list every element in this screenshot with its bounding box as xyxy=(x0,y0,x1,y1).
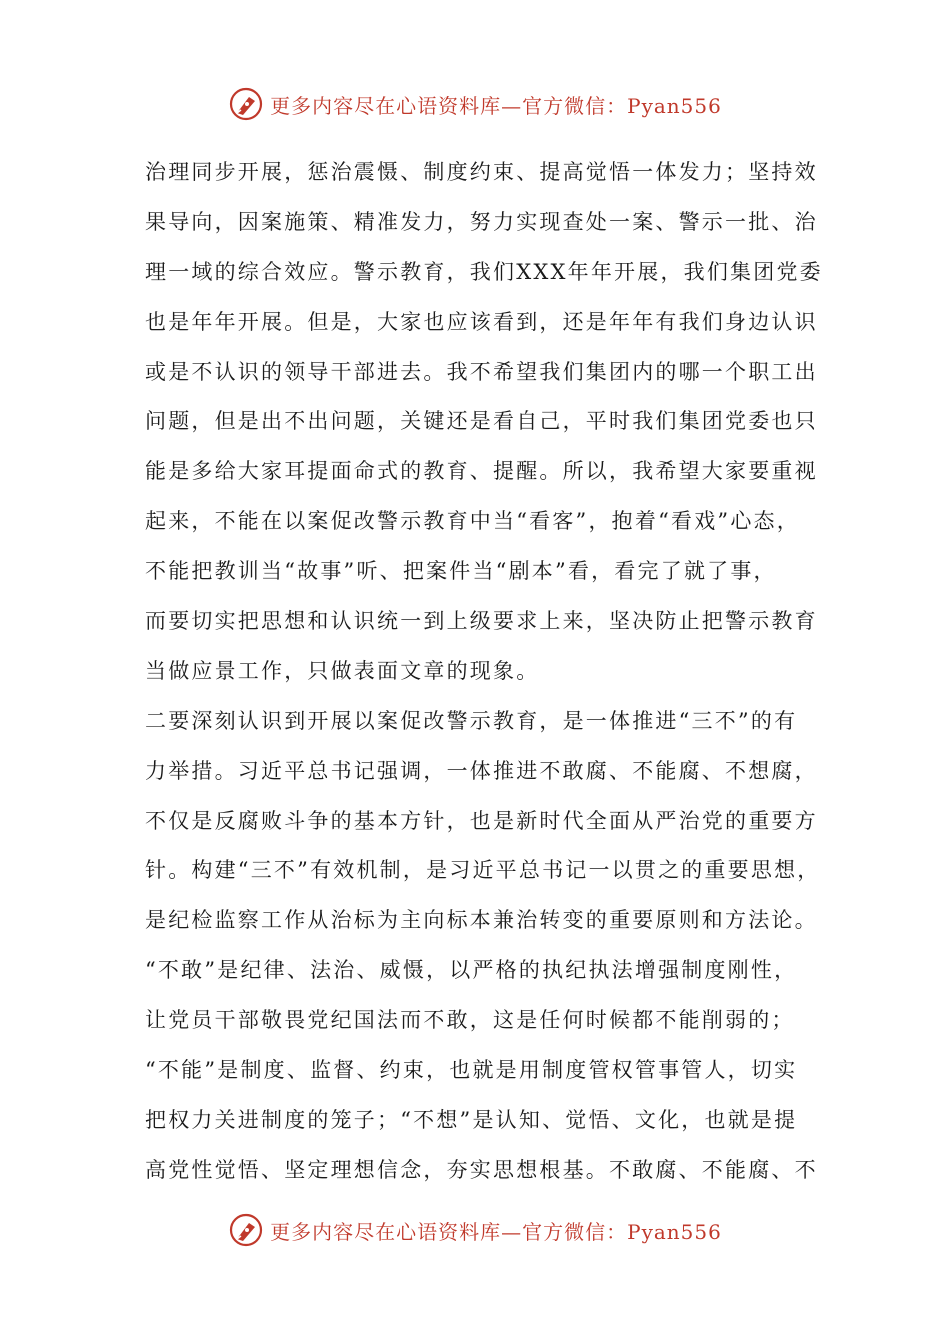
body-line: 问题，但是出不出问题，关键还是看自己，平时我们集团党委也只 xyxy=(145,409,818,434)
body-line: 让党员干部敬畏党纪国法而不敢，这是任何时候都不能削弱的； xyxy=(145,1008,795,1033)
body-line: 当做应景工作，只做表面文章的现象。 xyxy=(145,658,540,683)
body-line: 把权力关进制度的笼子；“不想”是认知、觉悟、文化，也就是提 xyxy=(145,1107,798,1132)
body-line: 治理同步开展，惩治震慑、制度约束、提高觉悟一体发力；坚持效 xyxy=(145,160,818,184)
body-line: 不能把教训当“故事”听、把案件当“剧本”看，看完了就了事， xyxy=(145,559,777,584)
footer-banner-text: 更多内容尽在心语资料库—官方微信：Pyan556 xyxy=(270,1219,722,1244)
body-line: 而要切实把思想和认识统一到上级要求上来，坚决防止把警示教育 xyxy=(145,609,818,634)
body-line: 二要深刻认识到开展以案促改警示教育，是一体推进“三不”的有 xyxy=(145,708,798,733)
pen-nib-icon xyxy=(228,86,264,122)
body-line: 不仅是反腐败斗争的基本方针，也是新时代全面从严治党的重要方 xyxy=(145,808,818,833)
body-line: 针。构建“三不”有效机制，是习近平总书记一以贯之的重要思想， xyxy=(145,858,821,883)
header-banner xyxy=(0,84,950,124)
pen-nib-icon xyxy=(228,1212,264,1248)
body-line: 起来，不能在以案促改警示教育中当“看客”，抱着“看戏”心态， xyxy=(145,509,800,534)
body-line: 理一域的综合效应。警示教育，我们XXX年年开展，我们集团党委 xyxy=(145,259,823,284)
body-line: 也是年年开展。但是，大家也应该看到，还是年年有我们身边认识 xyxy=(145,309,818,334)
document-body xyxy=(145,148,823,1196)
body-line: “不能”是制度、监督、约束，也就是用制度管权管事管人，切实 xyxy=(145,1058,798,1083)
body-line: 力举措。习近平总书记强调，一体推进不敢腐、不能腐、不想腐， xyxy=(145,758,818,783)
body-line: 果导向，因案施策、精准发力，努力实现查处一案、警示一批、治 xyxy=(145,209,818,234)
body-line: “不敢”是纪律、法治、威慑，以严格的执纪执法增强制度刚性， xyxy=(145,958,798,983)
footer-banner xyxy=(0,1210,950,1250)
body-line: 能是多给大家耳提面命式的教育、提醒。所以，我希望大家要重视 xyxy=(145,459,818,484)
body-line: 或是不认识的领导干部进去。我不希望我们集团内的哪一个职工出 xyxy=(145,359,818,384)
body-line: 高党性觉悟、坚定理想信念，夯实思想根基。不敢腐、不能腐、不 xyxy=(145,1157,818,1182)
body-line: 是纪检监察工作从治标为主向标本兼治转变的重要原则和方法论。 xyxy=(145,908,818,933)
header-banner-text: 更多内容尽在心语资料库—官方微信：Pyan556 xyxy=(270,93,722,118)
